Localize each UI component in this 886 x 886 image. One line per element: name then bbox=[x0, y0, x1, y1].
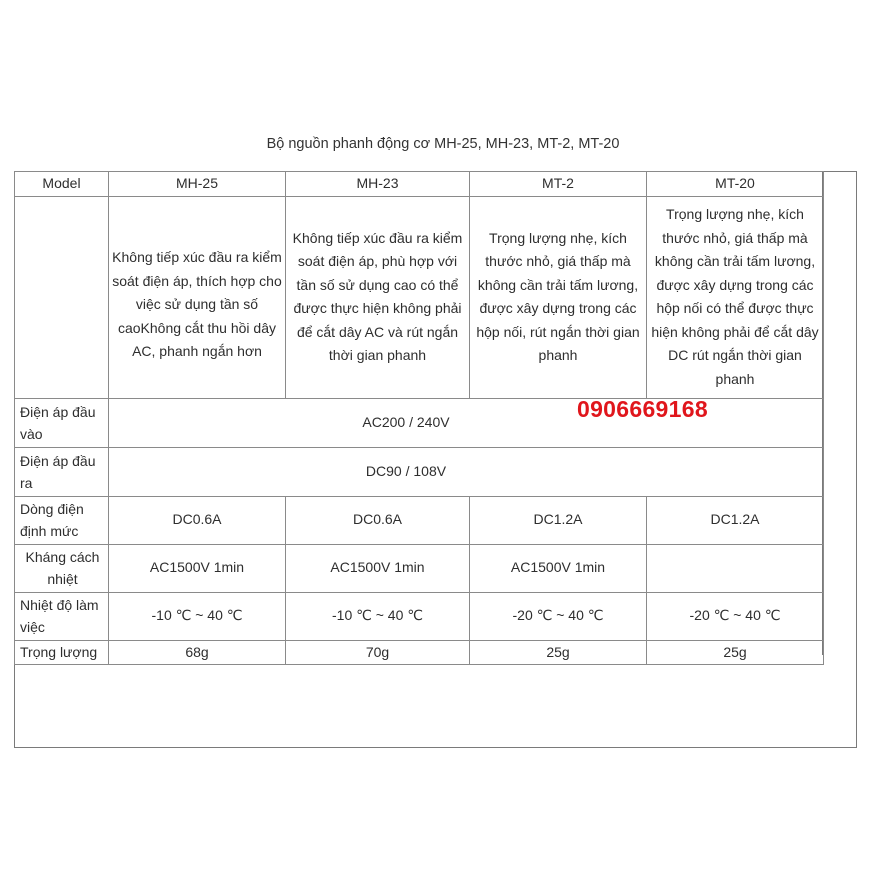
header-row bbox=[15, 172, 824, 197]
description-mh-23: Không tiếp xúc đầu ra kiểm soát điện áp, phù hợp với tần số sử dụng cao có thể được thực hiện không phải để cắt dây AC và rút ngắn thời gian phanh bbox=[286, 196, 470, 398]
working-temp-mh-25: -10 ℃ ~ 40 ℃ bbox=[109, 592, 286, 640]
weight-mt-2: 25g bbox=[470, 640, 647, 665]
rated-current-mh-23: DC0.6A bbox=[286, 496, 470, 544]
insulation-row bbox=[15, 544, 824, 592]
description-mh-25: Không tiếp xúc đầu ra kiểm soát điện áp, thích hợp cho việc sử dụng tần số caoKhông cắt thu hồi dây AC, phanh ngắn hơn bbox=[109, 196, 286, 398]
working-temp-mh-23: -10 ℃ ~ 40 ℃ bbox=[286, 592, 470, 640]
input-voltage-text: AC200 / 240V bbox=[362, 413, 450, 430]
weight-label: Trọng lượng bbox=[15, 640, 109, 665]
output-voltage-label: Điện áp đầu ra bbox=[15, 447, 109, 496]
weight-mh-25: 68g bbox=[109, 640, 286, 665]
phone-number-overlay: 0906669168 bbox=[577, 396, 708, 422]
input-voltage-value bbox=[109, 398, 824, 447]
header-model: Model bbox=[15, 172, 109, 197]
output-voltage-row bbox=[15, 447, 824, 496]
working-temp-label: Nhiệt độ làm việc bbox=[15, 592, 109, 640]
weight-mt-20: 25g bbox=[647, 640, 824, 665]
working-temp-mt-20: -20 ℃ ~ 40 ℃ bbox=[647, 592, 824, 640]
description-mt-2: Trọng lượng nhẹ, kích thước nhỏ, giá thấp mà không cần trải tấm lương, được xây dựng trong các hộp nối, rút ngắn thời gian phanh bbox=[470, 196, 647, 398]
description-mt-20: Trọng lượng nhẹ, kích thước nhỏ, giá thấp mà không cần trải tấm lương, được xây dựng trong các hộp nối có thể được thực hiện không phải để cắt dây DC rút ngắn thời gian phanh bbox=[647, 196, 824, 398]
header-mh-23: MH-23 bbox=[286, 172, 470, 197]
insulation-mt-2: AC1500V 1min bbox=[470, 544, 647, 592]
output-voltage-value bbox=[109, 447, 824, 496]
insulation-label: Kháng cách nhiệt bbox=[15, 544, 109, 592]
working-temp-mt-2: -20 ℃ ~ 40 ℃ bbox=[470, 592, 647, 640]
header-mt-20: MT-20 bbox=[647, 172, 824, 197]
rated-current-label: Dòng điện định mức bbox=[15, 496, 109, 544]
insulation-mt-20 bbox=[647, 544, 824, 592]
rated-current-mh-25: DC0.6A bbox=[109, 496, 286, 544]
input-voltage-label: Điện áp đầu vào bbox=[15, 398, 109, 447]
output-voltage-text: DC90 / 108V bbox=[365, 462, 447, 479]
rated-current-mt-20: DC1.2A bbox=[647, 496, 824, 544]
working-temp-row bbox=[15, 592, 824, 640]
description-label bbox=[15, 196, 109, 398]
rated-current-row bbox=[15, 496, 824, 544]
weight-row bbox=[15, 640, 824, 665]
insulation-mh-25: AC1500V 1min bbox=[109, 544, 286, 592]
rated-current-mt-2: DC1.2A bbox=[470, 496, 647, 544]
page-title: Bộ nguồn phanh động cơ MH-25, MH-23, MT-2, MT-20 bbox=[266, 136, 620, 152]
description-row bbox=[15, 196, 824, 398]
insulation-mh-23: AC1500V 1min bbox=[286, 544, 470, 592]
header-mt-2: MT-2 bbox=[470, 172, 647, 197]
weight-mh-23: 70g bbox=[286, 640, 470, 665]
header-mh-25: MH-25 bbox=[109, 172, 286, 197]
